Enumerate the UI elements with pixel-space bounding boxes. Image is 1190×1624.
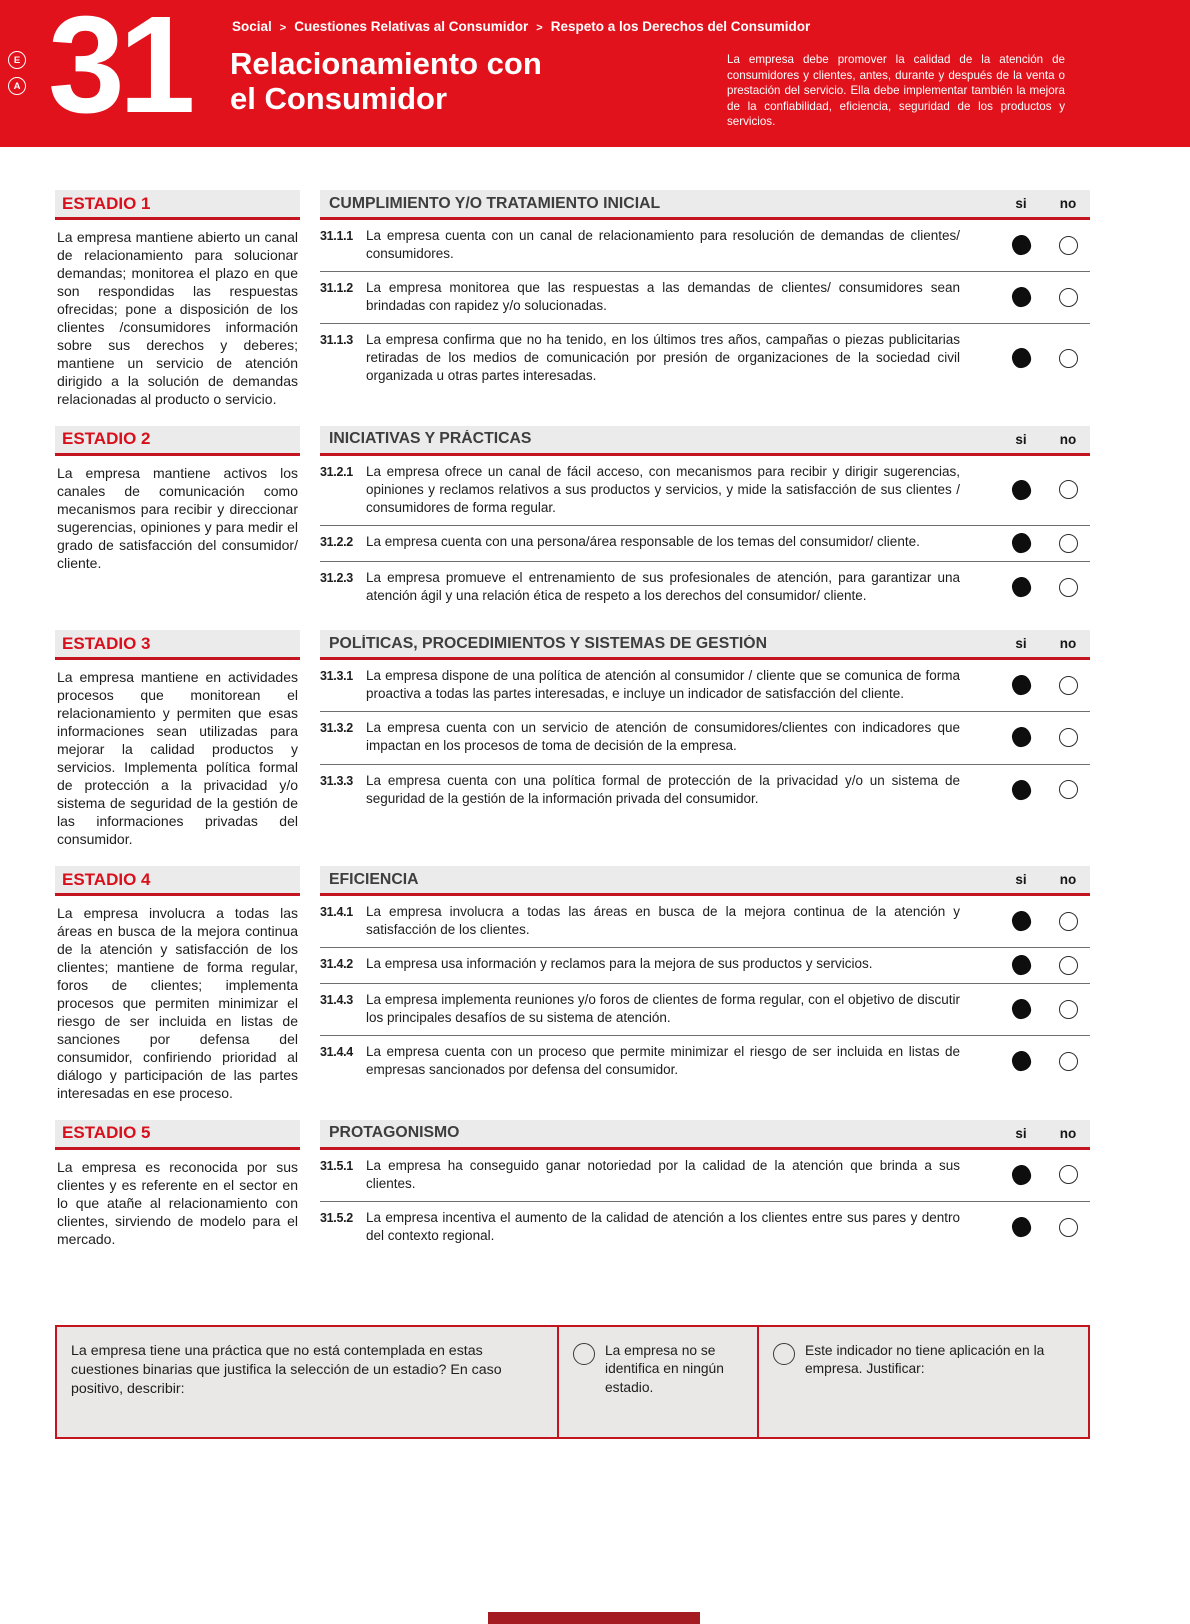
yes-answer-cell xyxy=(996,667,1046,703)
question-row xyxy=(320,220,1090,272)
question-id: 31.4.2 xyxy=(320,957,353,972)
question-row xyxy=(320,272,1090,324)
stage-section-3 xyxy=(55,630,1090,849)
section-header-bar xyxy=(320,190,1090,220)
yes-answer-cell xyxy=(996,991,1046,1027)
additional-practices-box xyxy=(55,1325,1090,1439)
question-row xyxy=(320,948,1090,984)
no-answer-radio[interactable] xyxy=(1059,676,1078,695)
no-answer-cell xyxy=(1046,719,1090,755)
no-answer-radio[interactable] xyxy=(1059,956,1078,975)
stage-description: La empresa es reconocida por sus clientes y es referente en el sector en lo que atañe al relacionamiento con clientes, sirviendo de modelo para el mercado. xyxy=(57,1158,298,1247)
question-text: La empresa promueve el entrenamiento de sus profesionales de atención, para garantizar una atención ágil y una relación ética de respeto a los derechos del consumidor/ cliente. xyxy=(366,570,960,604)
question-id: 31.1.3 xyxy=(320,333,353,348)
yes-answer-cell xyxy=(996,227,1046,263)
yes-answer-radio[interactable] xyxy=(1010,479,1032,501)
next-page-edge-bar xyxy=(488,1612,700,1624)
badge-group xyxy=(8,51,26,95)
question-row xyxy=(320,1150,1090,1202)
footer-question-text: La empresa tiene una práctica que no está contemplada en estas cuestiones binarias que justifica la selección de un estadio? En caso positivo, describir: xyxy=(71,1343,502,1397)
yes-answer-radio[interactable] xyxy=(1010,954,1032,976)
no-column-header: no xyxy=(1059,872,1077,888)
stage-label: ESTADIO 3 xyxy=(62,633,151,653)
section-header-bar xyxy=(320,866,1090,896)
question-text: La empresa involucra a todas las áreas en busca de la mejora continua de la atención y satisfacción de los clientes. xyxy=(366,904,960,938)
no-answer-cell xyxy=(1046,1157,1090,1193)
no-answer-radio[interactable] xyxy=(1059,534,1078,553)
stage-section-1 xyxy=(55,190,1090,409)
no-answer-radio[interactable] xyxy=(1059,912,1078,931)
question-text: La empresa cuenta con una persona/área responsable de los temas del consumidor/ cliente. xyxy=(366,534,920,550)
yes-answer-radio[interactable] xyxy=(1010,1216,1032,1238)
question-id: 31.4.1 xyxy=(320,905,353,920)
stage-label: ESTADIO 2 xyxy=(62,429,151,449)
no-answer-radio[interactable] xyxy=(1059,288,1078,307)
breadcrumb-item: Social xyxy=(232,19,272,34)
question-id: 31.3.2 xyxy=(320,721,353,736)
question-text: La empresa usa información y reclamos para la mejora de sus productos y servicios. xyxy=(366,956,873,972)
stage-header-bar xyxy=(55,1120,300,1150)
question-row xyxy=(320,1202,1090,1253)
stage-description: La empresa mantiene activos los canales de comunicación como mecanismos para recibir y direccionar sugerencias, opiniones y para medir el grado de satisfacción del consumidor/ cliente. xyxy=(57,464,298,571)
question-row xyxy=(320,456,1090,526)
no-answer-radio[interactable] xyxy=(1059,780,1078,799)
a-badge-icon: A xyxy=(8,77,26,95)
question-rows xyxy=(320,1150,1090,1253)
yes-answer-radio[interactable] xyxy=(1010,910,1032,932)
stages-container xyxy=(55,190,1090,1253)
question-id: 31.2.3 xyxy=(320,571,353,586)
section-title: POLÍTICAS, PROCEDIMIENTOS Y SISTEMAS DE GESTIÓN xyxy=(329,634,767,652)
no-answer-radio[interactable] xyxy=(1059,728,1078,747)
not-applicable-radio[interactable] xyxy=(773,1343,795,1365)
stage-header-bar xyxy=(55,630,300,660)
section-title: INICIATIVAS Y PRÁCTICAS xyxy=(329,430,532,448)
question-text: La empresa implementa reuniones y/o foros de clientes de forma regular, con el objetivo de discutir los principales desafíos de su sistema de atención. xyxy=(366,992,960,1026)
stage-description: La empresa mantiene en actividades procesos que monitorean el relacionamiento y permiten que esas informaciones sean utilizadas para mejorar la calidad productos y servicios. Implementa política formal de protección a la privacidad y/o sistema de seguridad de la gestión de las informaciones privadas del consumidor. xyxy=(57,669,298,848)
yes-answer-cell xyxy=(996,569,1046,605)
no-answer-cell xyxy=(1046,991,1090,1027)
stage-left-column xyxy=(55,630,300,849)
section-header-bar xyxy=(320,426,1090,456)
yes-answer-radio[interactable] xyxy=(1010,1050,1032,1072)
stage-header-bar xyxy=(55,866,300,896)
question-id: 31.5.1 xyxy=(320,1158,353,1173)
no-answer-radio[interactable] xyxy=(1059,1218,1078,1237)
question-row xyxy=(320,712,1090,764)
question-text: La empresa ha conseguido ganar notoriedad por la calidad de la atención que brinda a sus clientes. xyxy=(366,1157,960,1191)
breadcrumb-item: Cuestiones Relativas al Consumidor xyxy=(294,19,529,34)
indicator-description: La empresa debe promover la calidad de la atención de consumidores y clientes, antes, durante y después de la venta o prestación del servicio. Ella debe implementar también la mejora de la confiabilidad, eficiencia, seguridad de los productos y servicios. xyxy=(727,53,1065,129)
yes-answer-radio[interactable] xyxy=(1010,778,1032,800)
question-row xyxy=(320,562,1090,613)
stage-section-5 xyxy=(55,1120,1090,1253)
question-text: La empresa confirma que no ha tenido, en los últimos tres años, campañas o piezas publicitarias retiradas de los medios de comunicación por presión de organizaciones de la sociedad civil organizada u otras partes interesadas. xyxy=(366,332,960,384)
question-row xyxy=(320,984,1090,1036)
stage-header-bar xyxy=(55,426,300,456)
no-answer-radio[interactable] xyxy=(1059,1052,1078,1071)
stage-section-4 xyxy=(55,866,1090,1103)
question-id: 31.4.3 xyxy=(320,993,353,1008)
not-applicable-label: Este indicador no tiene aplicación en la empresa. Justificar: xyxy=(805,1343,1045,1377)
stage-left-column xyxy=(55,1120,300,1253)
no-answer-radio[interactable] xyxy=(1059,578,1078,597)
question-row xyxy=(320,526,1090,562)
no-answer-cell xyxy=(1046,1043,1090,1079)
footer-wrap xyxy=(55,1325,1090,1439)
question-text: La empresa dispone de una política de atención al consumidor / cliente que se comunica de forma proactiva a todas las partes interesadas, e incluye un indicador de satisfacción del cliente. xyxy=(366,668,960,702)
yes-answer-cell xyxy=(996,1157,1046,1193)
e-badge-icon: E xyxy=(8,51,26,69)
question-text: La empresa cuenta con un canal de relacionamiento para resolución de demandas de clientes/ consumidores. xyxy=(366,228,960,262)
indicator-number: 31 xyxy=(48,0,190,142)
stage-table xyxy=(320,426,1090,613)
question-id: 31.5.2 xyxy=(320,1211,353,1226)
section-header-bar xyxy=(320,630,1090,660)
no-answer-cell xyxy=(1046,463,1090,517)
no-answer-radio[interactable] xyxy=(1059,1165,1078,1184)
question-text: La empresa incentiva el aumento de la calidad de atención a los clientes entre sus pares y dentro del contexto regional. xyxy=(366,1210,960,1244)
question-row xyxy=(320,324,1090,393)
stage-left-column xyxy=(55,426,300,613)
question-text: La empresa cuenta con un proceso que permite minimizar el riesgo de ser incluida en listas de empresas sancionados por defensa del consumidor. xyxy=(366,1044,960,1078)
question-rows xyxy=(320,456,1090,613)
breadcrumb-separator-icon: > xyxy=(279,21,287,34)
footer-option-col-1 xyxy=(557,1327,757,1437)
yes-column-header: si xyxy=(1015,196,1027,211)
no-answer-cell xyxy=(1046,533,1090,553)
no-answer-cell xyxy=(1046,1209,1090,1245)
yes-answer-cell xyxy=(996,279,1046,315)
no-column-header: no xyxy=(1059,431,1077,447)
yes-answer-cell xyxy=(996,331,1046,385)
stage-label: ESTADIO 5 xyxy=(62,1123,151,1143)
footer-option-col-2 xyxy=(757,1327,1088,1437)
stage-left-column xyxy=(55,866,300,1103)
question-id: 31.2.1 xyxy=(320,464,353,479)
stage-table xyxy=(320,190,1090,409)
yes-column-header: si xyxy=(1015,431,1027,447)
stage-label: ESTADIO 4 xyxy=(62,869,151,889)
breadcrumb-separator-icon: > xyxy=(536,21,543,34)
question-row xyxy=(320,660,1090,712)
section-title: EFICIENCIA xyxy=(329,870,419,888)
yes-answer-radio[interactable] xyxy=(1010,234,1032,256)
no-answer-cell xyxy=(1046,331,1090,385)
no-answer-cell xyxy=(1046,227,1090,263)
yes-answer-cell xyxy=(996,955,1046,975)
no-stage-radio[interactable] xyxy=(573,1343,595,1365)
no-answer-radio[interactable] xyxy=(1059,349,1078,368)
stage-label: ESTADIO 1 xyxy=(62,193,151,213)
no-answer-radio[interactable] xyxy=(1059,1000,1078,1019)
breadcrumb-item: Respeto a los Derechos del Consumidor xyxy=(550,19,811,34)
stage-header-bar xyxy=(55,190,300,220)
question-text: La empresa ofrece un canal de fácil acceso, con mecanismos para recibir y dirigir sugerencias, opiniones y reclamos relativos a sus productos y servicios, y mide la satisfacción de sus clientes / consumidores de forma regular. xyxy=(366,463,960,515)
question-id: 31.4.4 xyxy=(320,1045,353,1060)
no-stage-label: La empresa no se identifica en ningún estadio. xyxy=(605,1343,724,1395)
no-column-header: no xyxy=(1059,1125,1077,1141)
footer-question-col xyxy=(57,1327,557,1437)
question-text: La empresa cuenta con una política formal de protección de la privacidad y/o un sistema de seguridad de la gestión de la información privada del consumidor. xyxy=(366,772,960,806)
yes-answer-cell xyxy=(996,1209,1046,1245)
section-title: CUMPLIMIENTO Y/O TRATAMIENTO INICIAL xyxy=(329,194,661,212)
no-answer-radio[interactable] xyxy=(1059,480,1078,499)
no-answer-cell xyxy=(1046,955,1090,975)
yes-answer-cell xyxy=(996,463,1046,517)
stage-table xyxy=(320,630,1090,849)
yes-answer-cell xyxy=(996,533,1046,553)
question-rows xyxy=(320,660,1090,815)
stage-table xyxy=(320,1120,1090,1253)
question-text: La empresa monitorea que las respuestas a las demandas de clientes/ consumidores sean brindadas con rapidez y/o solucionadas. xyxy=(366,280,960,314)
yes-column-header: si xyxy=(1015,872,1027,888)
yes-answer-radio[interactable] xyxy=(1010,347,1032,369)
no-column-header: no xyxy=(1059,196,1077,211)
indicator-header xyxy=(0,0,1190,147)
no-answer-cell xyxy=(1046,667,1090,703)
yes-answer-radio[interactable] xyxy=(1010,286,1032,308)
no-column-header: no xyxy=(1059,636,1077,652)
yes-answer-cell xyxy=(996,719,1046,755)
question-text: La empresa cuenta con un servicio de atención de consumidores/clientes con indicadores que impactan en los procesos de toma de decisión de la empresa. xyxy=(366,720,960,754)
question-row xyxy=(320,1036,1090,1087)
yes-answer-radio[interactable] xyxy=(1010,674,1032,696)
question-rows xyxy=(320,220,1090,394)
no-answer-cell xyxy=(1046,279,1090,315)
yes-answer-radio[interactable] xyxy=(1010,576,1032,598)
question-id: 31.3.1 xyxy=(320,669,353,684)
question-id: 31.1.1 xyxy=(320,229,353,243)
stage-section-2 xyxy=(55,426,1090,613)
stage-table xyxy=(320,866,1090,1103)
no-answer-cell xyxy=(1046,569,1090,605)
section-title: PROTAGONISMO xyxy=(329,1124,460,1142)
no-answer-cell xyxy=(1046,772,1090,808)
yes-answer-cell xyxy=(996,772,1046,808)
yes-answer-cell xyxy=(996,903,1046,939)
stage-description: La empresa involucra a todas las áreas en busca de la mejora continua de la atención y satisfacción de los clientes; mantiene de forma regular, foros de clientes; implementa procesos que permiten minimizar el riesgo de ser incluida en listas de sanciones por defensa del consumidor, confiriendo prioridad al diálogo y participación de las partes interesadas en ese proceso. xyxy=(57,905,298,1101)
yes-answer-radio[interactable] xyxy=(1010,998,1032,1020)
yes-column-header: si xyxy=(1015,1125,1027,1141)
question-rows xyxy=(320,896,1090,1087)
question-id: 31.2.2 xyxy=(320,535,353,550)
stage-left-column xyxy=(55,190,300,409)
no-answer-cell xyxy=(1046,903,1090,939)
yes-answer-cell xyxy=(996,1043,1046,1079)
question-id: 31.1.2 xyxy=(320,281,353,296)
page-title: Relacionamiento con el Consumidor xyxy=(230,46,542,117)
question-id: 31.3.3 xyxy=(320,773,353,788)
yes-answer-radio[interactable] xyxy=(1010,726,1032,748)
question-row xyxy=(320,896,1090,948)
breadcrumb xyxy=(232,19,810,34)
stage-description: La empresa mantiene abierto un canal de relacionamiento para solucionar demandas; monitorea el plazo en que son respondidas las respuestas ofrecidas; pone a disposición de los clientes /consumidores información sobre sus derechos y deberes; mantiene un servicio de atención dirigido a la solución de demandas relacionadas al producto o servicio. xyxy=(57,229,298,407)
section-header-bar xyxy=(320,1120,1090,1150)
yes-answer-radio[interactable] xyxy=(1010,532,1032,554)
yes-column-header: si xyxy=(1015,636,1027,652)
yes-answer-radio[interactable] xyxy=(1010,1164,1032,1186)
no-answer-radio[interactable] xyxy=(1059,236,1078,255)
question-row xyxy=(320,765,1090,816)
